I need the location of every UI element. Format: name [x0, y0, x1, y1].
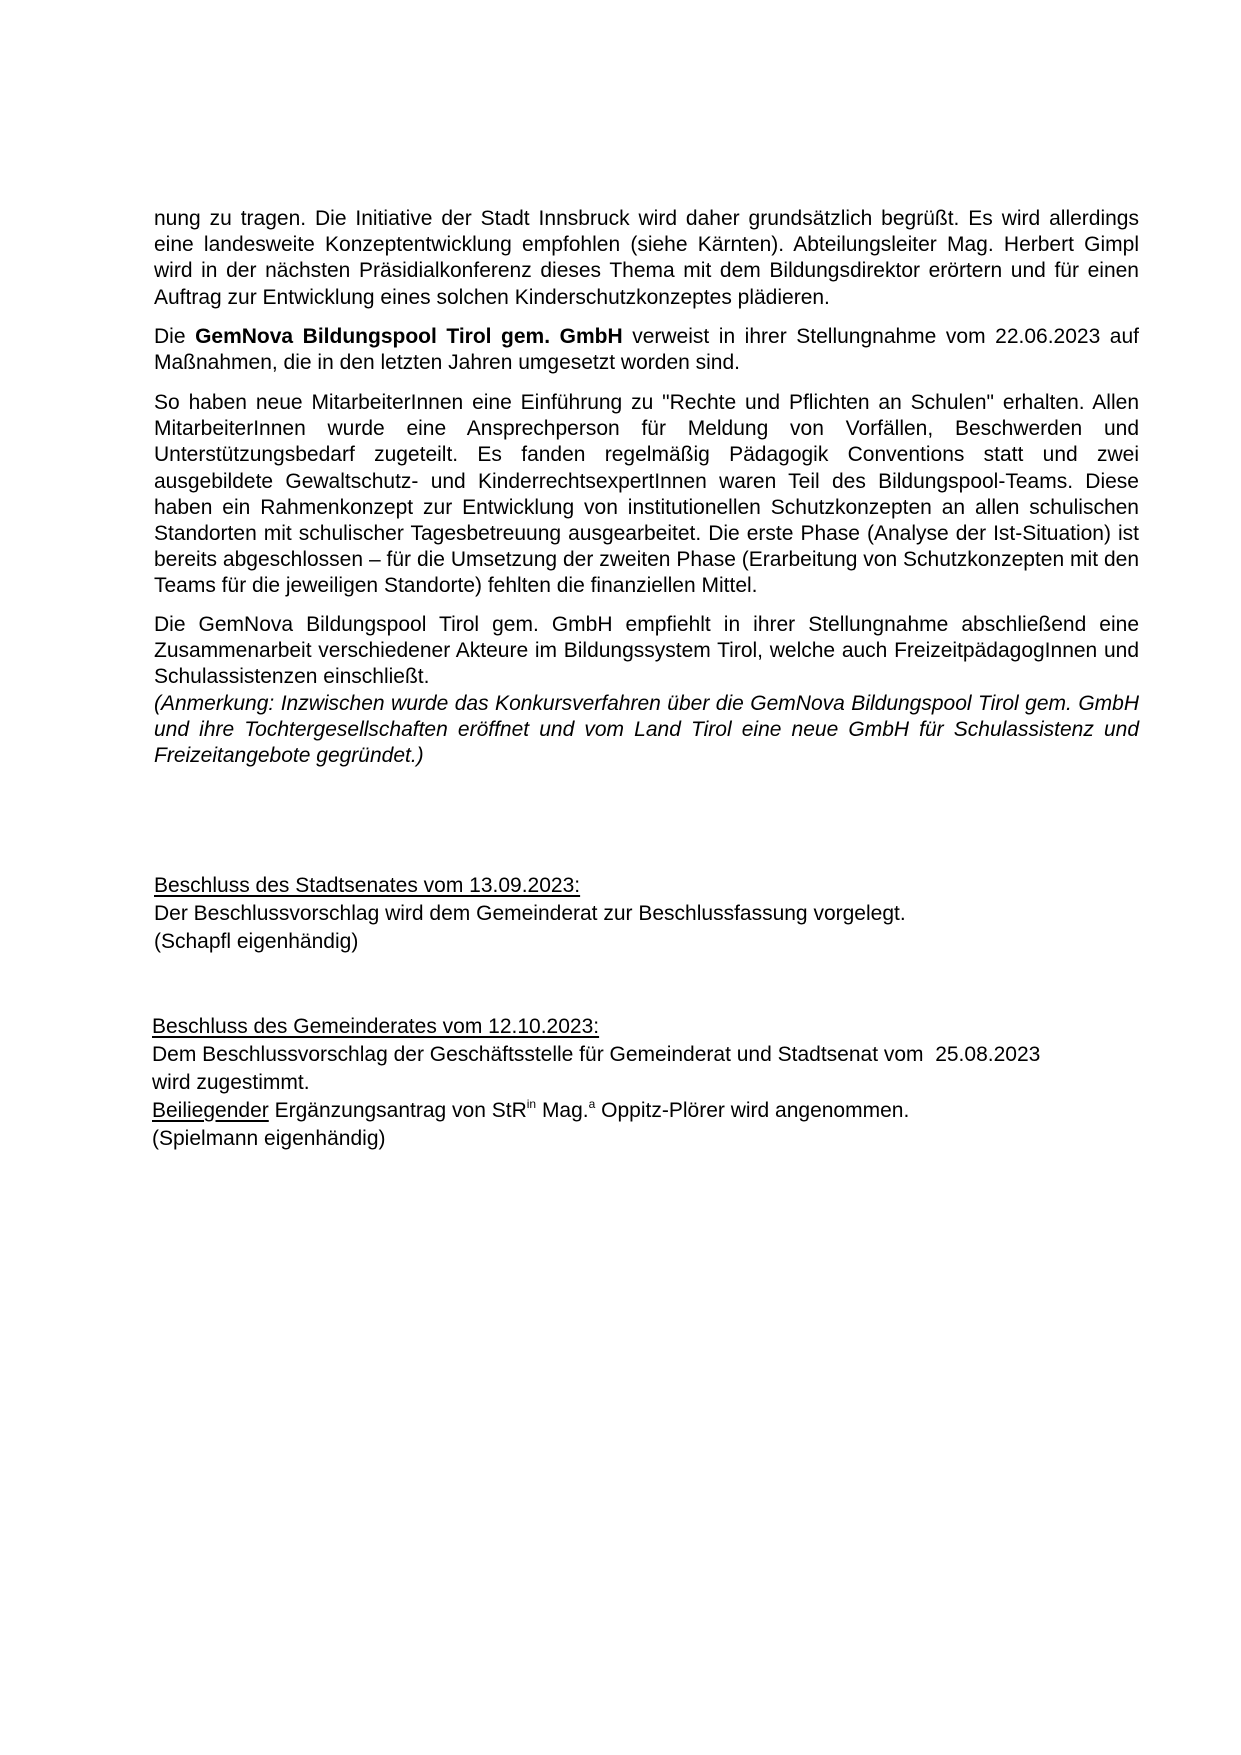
- gemeinderat-heading: Beschluss des Gemeinderates vom 12.10.2023:: [152, 1015, 600, 1038]
- amendment-underlined-word: Beiliegender: [152, 1099, 269, 1122]
- gemeinderat-resolution: [152, 1013, 1152, 1153]
- amendment-superscript-1: in: [526, 1097, 537, 1111]
- amendment-text-3: Oppitz-Plörer wird angenommen.: [595, 1099, 910, 1122]
- gemeinderat-text-line-1: Dem Beschlussvorschlag der Geschäftsstelle für Gemeinderat und Stadtsenat vom 25.08.2023: [152, 1043, 1041, 1066]
- stadtsenat-heading: Beschluss des Stadtsenates vom 13.09.2023:: [154, 874, 581, 897]
- amendment-text-1: Ergänzungsantrag von StR: [268, 1099, 527, 1122]
- paragraph-1: nung zu tragen. Die Initiative der Stadt Innsbruck wird daher grundsätzlich begrüßt. Es wird allerdings eine landesweite Konzeptentwicklung empfohlen (siehe Kärnten). Abteilungsleiter Mag. Herbert Gimpl wird in der nächsten Präsidialkonferenz dieses Thema mit dem Bildungsdirektor erörtern und für einen Auftrag zur Entwicklung eines solchen Kinderschutzkonzeptes plädieren.: [154, 207, 1139, 309]
- stadtsenat-text: Der Beschlussvorschlag wird dem Gemeinderat zur Beschlussfassung vorgelegt.: [154, 902, 906, 925]
- gemeinderat-amendment: [152, 1097, 1152, 1125]
- paragraph-4: Die GemNova Bildungspool Tirol gem. GmbH empfiehlt in ihrer Stellungnahme abschließend eine Zusammenarbeit verschiedener Akteure im Bildungssystem Tirol, welche auch FreizeitpädagogInnen und Schulassistenzen einschließt.: [154, 613, 1139, 689]
- gemeinderat-signature: (Spielmann eigenhändig): [152, 1127, 386, 1150]
- amendment-text-2: Mag.: [536, 1099, 589, 1122]
- stadtsenat-signature: (Schapfl eigenhändig): [154, 930, 359, 953]
- amendment-superscript-2: a: [588, 1097, 596, 1111]
- paragraph-2: [154, 324, 1139, 376]
- paragraph-2-start: Die: [154, 325, 196, 348]
- annotation-note: (Anmerkung: Inzwischen wurde das Konkursverfahren über die GemNova Bildungspool Tirol gem. GmbH und ihre Tochtergesellschaften eröffnet und vom Land Tirol eine neue GmbH für Schulassistenz und Freizeitangebote gegründet.): [154, 692, 1139, 768]
- paragraph-3: So haben neue MitarbeiterInnen eine Einführung zu "Rechte und Pflichten an Schulen" erhalten. Allen MitarbeiterInnen wurde eine Ansprechperson für Meldung von Vorfällen, Beschwerden und Unterstützungsbedarf zugeteilt. Es fanden regelmäßig Pädagogik Conventions statt und zwei ausgebildete Gewaltschutz- und KinderrechtsexpertInnen waren Teil des Bildungspool-Teams. Diese haben ein Rahmenkonzept zur Entwicklung von institutionellen Schutzkonzepten an allen schulischen Standorten mit schulischer Tagesbetreuung ausgearbeitet. Die erste Phase (Analyse der Ist-Situation) ist bereits abgeschlossen – für die Umsetzung der zweiten Phase (Erarbeitung von Schutzkonzepten mit den Teams für die jeweiligen Standorte) fehlten die finanziellen Mittel.: [154, 391, 1139, 598]
- paragraph-2-end: verweist in ihrer Stellungnahme vom 22.06.2023 auf Maßnahmen, die in den letzten Jahren umgesetzt worden sind.: [154, 325, 1139, 375]
- gemeinderat-text-line-2: wird zugestimmt.: [152, 1071, 310, 1094]
- organization-name: GemNova Bildungspool Tirol gem. GmbH: [195, 325, 623, 348]
- stadtsenat-resolution: [154, 872, 1154, 956]
